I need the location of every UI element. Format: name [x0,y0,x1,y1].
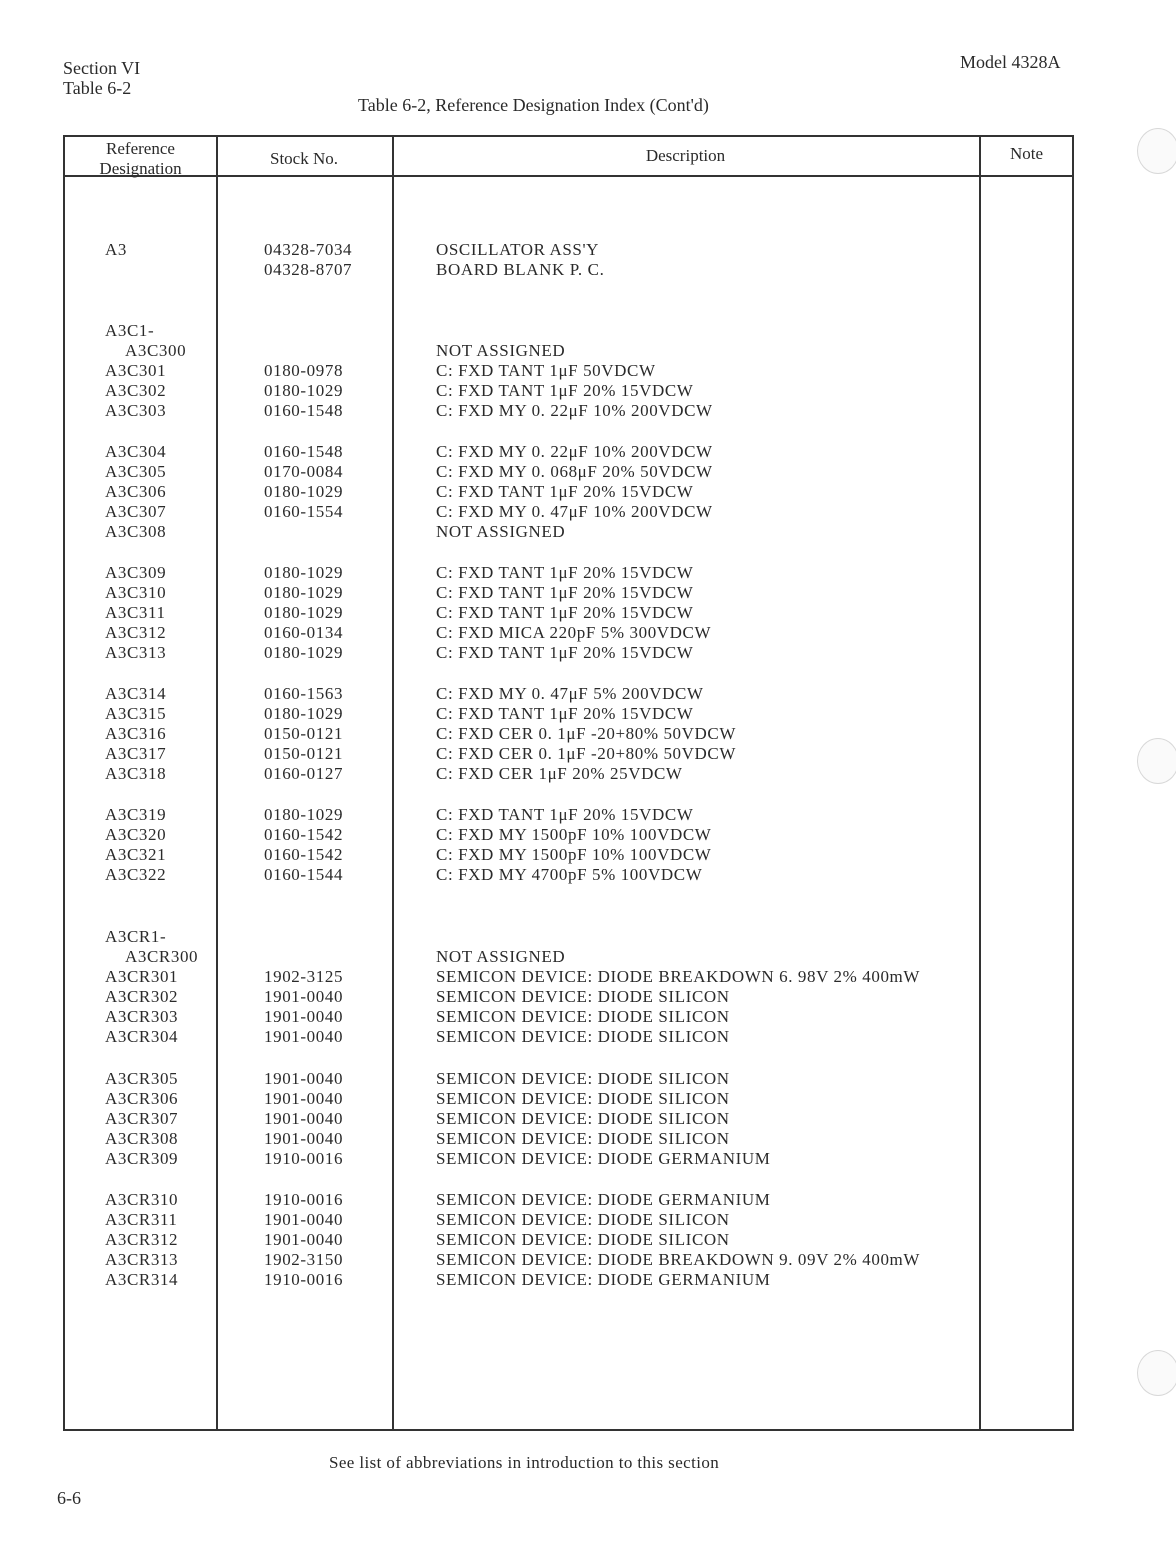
stock-cell: 0180-1029 [264,583,344,602]
stock-cell: 0180-1029 [264,603,344,622]
ref-cell: A3CR304 [105,1027,179,1046]
stock-cell: 1902-3150 [264,1250,344,1269]
column-header-stock: Stock No. [270,149,338,168]
table-row [65,401,1072,421]
table-row [65,260,1072,280]
description-cell: C: FXD MY 1500pF 10% 100VDCW [436,825,712,844]
ref-cell: A3C319 [105,805,167,824]
ref-cell: A3C320 [105,825,167,844]
stock-cell: 1902-3125 [264,967,344,986]
stock-cell: 0180-1029 [264,805,344,824]
table-ref-label: Table 6-2 [63,78,132,98]
stock-cell: 1901-0040 [264,1007,344,1026]
table-row [65,361,1072,381]
table-row [65,603,1072,623]
page-number: 6-6 [57,1488,81,1508]
description-cell: C: FXD TANT 1μF 20% 15VDCW [436,482,694,501]
description-cell: NOT ASSIGNED [436,522,566,541]
table-row [65,805,1072,825]
stock-cell: 1901-0040 [264,1129,344,1148]
stock-cell: 0150-0121 [264,744,344,763]
section-label: Section VI [63,58,141,78]
column-header-reference-line1: Reference [106,139,175,158]
description-cell: C: FXD TANT 1μF 20% 15VDCW [436,381,694,400]
table-row [65,1250,1072,1270]
table-row [65,1089,1072,1109]
stock-cell: 1910-0016 [264,1149,344,1168]
table-row [65,522,1072,542]
ref-cell: A3C318 [105,764,167,783]
table-row [65,643,1072,663]
description-cell: SEMICON DEVICE: DIODE GERMANIUM [436,1190,771,1209]
table-row [65,1007,1072,1027]
table-row [65,1069,1072,1089]
table-row [65,967,1072,987]
stock-cell: 1910-0016 [264,1190,344,1209]
ref-cell: A3 [105,240,127,259]
punch-hole [1137,1350,1176,1396]
ref-cell: A3CR314 [105,1270,179,1289]
punch-hole [1137,738,1176,784]
stock-cell: 1901-0040 [264,1027,344,1046]
ref-cell: A3C311 [105,603,166,622]
table-row [65,502,1072,522]
stock-cell: 1901-0040 [264,987,344,1006]
description-cell: C: FXD TANT 1μF 20% 15VDCW [436,643,694,662]
description-cell: SEMICON DEVICE: DIODE SILICON [436,987,730,1006]
stock-cell: 0160-1548 [264,442,344,461]
ref-cell: A3CR305 [105,1069,179,1088]
ref-cell: A3C310 [105,583,167,602]
stock-cell: 0160-1563 [264,684,344,703]
ref-cell: A3C300 [125,341,187,360]
ref-cell: A3C321 [105,845,167,864]
column-header-note: Note [1009,144,1044,163]
stock-cell: 0160-1554 [264,502,344,521]
description-cell: SEMICON DEVICE: DIODE GERMANIUM [436,1270,771,1289]
table-row [65,583,1072,603]
stock-cell: 1901-0040 [264,1210,344,1229]
stock-cell: 0180-1029 [264,643,344,662]
stock-cell: 0170-0084 [264,462,344,481]
ref-cell: A3CR306 [105,1089,179,1108]
ref-cell: A3C315 [105,704,167,723]
stock-cell: 0160-1548 [264,401,344,420]
ref-cell: A3C316 [105,724,167,743]
ref-cell: A3CR310 [105,1190,179,1209]
description-cell: SEMICON DEVICE: DIODE SILICON [436,1027,730,1046]
description-cell: C: FXD MY 0. 068μF 20% 50VDCW [436,462,713,481]
table-row [65,1270,1072,1290]
description-cell: SEMICON DEVICE: DIODE GERMANIUM [436,1149,771,1168]
model-label: Model 4328A [960,52,1061,72]
description-cell: C: FXD TANT 1μF 50VDCW [436,361,656,380]
stock-cell: 0160-1542 [264,845,344,864]
description-cell: C: FXD MY 4700pF 5% 100VDCW [436,865,703,884]
table-row [65,1230,1072,1250]
description-cell: SEMICON DEVICE: DIODE SILICON [436,1089,730,1108]
ref-cell: A3C308 [105,522,167,541]
ref-cell: A3CR301 [105,967,179,986]
description-cell: C: FXD MY 0. 47μF 10% 200VDCW [436,502,713,521]
table-row [65,321,1072,341]
stock-cell: 0180-1029 [264,704,344,723]
ref-cell: A3C317 [105,744,167,763]
table-row [65,381,1072,401]
table-row [65,987,1072,1007]
table-row [65,865,1072,885]
abbreviations-note: See list of abbreviations in introduction to this section [329,1453,720,1472]
table-row [65,563,1072,583]
table-row [65,825,1072,845]
ref-cell: A3C322 [105,865,167,884]
stock-cell: 0160-0134 [264,623,344,642]
ref-cell: A3CR303 [105,1007,179,1026]
description-cell: C: FXD MY 1500pF 10% 100VDCW [436,845,712,864]
stock-cell: 1901-0040 [264,1230,344,1249]
table-row [65,1027,1072,1047]
table-row [65,1210,1072,1230]
description-cell: C: FXD TANT 1μF 20% 15VDCW [436,805,694,824]
description-cell: C: FXD CER 1μF 20% 25VDCW [436,764,683,783]
ref-cell: A3C306 [105,482,167,501]
table-row [65,927,1072,947]
ref-cell: A3C309 [105,563,167,582]
ref-cell: A3C314 [105,684,167,703]
ref-cell: A3CR311 [105,1210,178,1229]
description-cell: BOARD BLANK P. C. [436,260,605,279]
stock-cell: 0150-0121 [264,724,344,743]
description-cell: OSCILLATOR ASS'Y [436,240,600,259]
description-cell: NOT ASSIGNED [436,341,566,360]
description-cell: C: FXD MICA 220pF 5% 300VDCW [436,623,712,642]
description-cell: SEMICON DEVICE: DIODE SILICON [436,1109,730,1128]
ref-cell: A3CR308 [105,1129,179,1148]
table-row [65,462,1072,482]
ref-cell: A3CR300 [125,947,199,966]
table-row [65,744,1072,764]
ref-cell: A3C302 [105,381,167,400]
stock-cell: 0160-1542 [264,825,344,844]
stock-cell: 0160-1544 [264,865,344,884]
description-cell: C: FXD TANT 1μF 20% 15VDCW [436,563,694,582]
ref-cell: A3C313 [105,643,167,662]
table-row [65,724,1072,744]
table-row [65,442,1072,462]
description-cell: C: FXD TANT 1μF 20% 15VDCW [436,603,694,622]
ref-cell: A3C312 [105,623,167,642]
description-cell: SEMICON DEVICE: DIODE SILICON [436,1230,730,1249]
ref-cell: A3CR313 [105,1250,179,1269]
table-row [65,1190,1072,1210]
description-cell: SEMICON DEVICE: DIODE BREAKDOWN 6. 98V 2% 400mW [436,967,921,986]
stock-cell: 04328-7034 [264,240,353,259]
table-row [65,341,1072,361]
stock-cell: 0180-1029 [264,482,344,501]
description-cell: SEMICON DEVICE: DIODE SILICON [436,1210,730,1229]
table-row [65,1129,1072,1149]
description-cell: SEMICON DEVICE: DIODE SILICON [436,1069,730,1088]
description-cell: C: FXD CER 0. 1μF -20+80% 50VDCW [436,744,736,763]
stock-cell: 1910-0016 [264,1270,344,1289]
table-row [65,704,1072,724]
ref-cell: A3CR302 [105,987,179,1006]
table-row [65,764,1072,784]
description-cell: NOT ASSIGNED [436,947,566,966]
ref-cell: A3C304 [105,442,167,461]
description-cell: C: FXD MY 0. 22μF 10% 200VDCW [436,401,713,420]
ref-cell: A3CR312 [105,1230,179,1249]
stock-cell: 0180-1029 [264,381,344,400]
description-cell: SEMICON DEVICE: DIODE SILICON [436,1129,730,1148]
column-header-description: Description [645,146,726,165]
description-cell: C: FXD MY 0. 47μF 5% 200VDCW [436,684,704,703]
ref-cell: A3C1- [105,321,155,340]
stock-cell: 0160-0127 [264,764,344,783]
page-title: Table 6-2, Reference Designation Index (Cont'd) [358,95,709,115]
ref-cell: A3CR1- [105,927,167,946]
ref-cell: A3C305 [105,462,167,481]
description-cell: C: FXD TANT 1μF 20% 15VDCW [436,583,694,602]
ref-cell: A3C303 [105,401,167,420]
stock-cell: 04328-8707 [264,260,353,279]
description-cell: C: FXD TANT 1μF 20% 15VDCW [436,704,694,723]
description-cell: C: FXD CER 0. 1μF -20+80% 50VDCW [436,724,736,743]
table-row [65,1149,1072,1169]
description-cell: SEMICON DEVICE: DIODE SILICON [436,1007,730,1026]
stock-cell: 1901-0040 [264,1109,344,1128]
table-row [65,947,1072,967]
description-cell: C: FXD MY 0. 22μF 10% 200VDCW [436,442,713,461]
punch-hole [1137,128,1176,174]
ref-cell: A3C301 [105,361,167,380]
stock-cell: 1901-0040 [264,1089,344,1108]
table-body [65,137,1072,1429]
reference-table [63,135,1074,1431]
ref-cell: A3CR307 [105,1109,179,1128]
stock-cell: 1901-0040 [264,1069,344,1088]
table-row [65,482,1072,502]
description-cell: SEMICON DEVICE: DIODE BREAKDOWN 9. 09V 2% 400mW [436,1250,921,1269]
ref-cell: A3CR309 [105,1149,179,1168]
table-row [65,845,1072,865]
table-row [65,623,1072,643]
table-row [65,1109,1072,1129]
table-row [65,684,1072,704]
stock-cell: 0180-1029 [264,563,344,582]
stock-cell: 0180-0978 [264,361,344,380]
table-row [65,240,1072,260]
ref-cell: A3C307 [105,502,167,521]
column-header-reference-line2: Designation [99,159,182,178]
